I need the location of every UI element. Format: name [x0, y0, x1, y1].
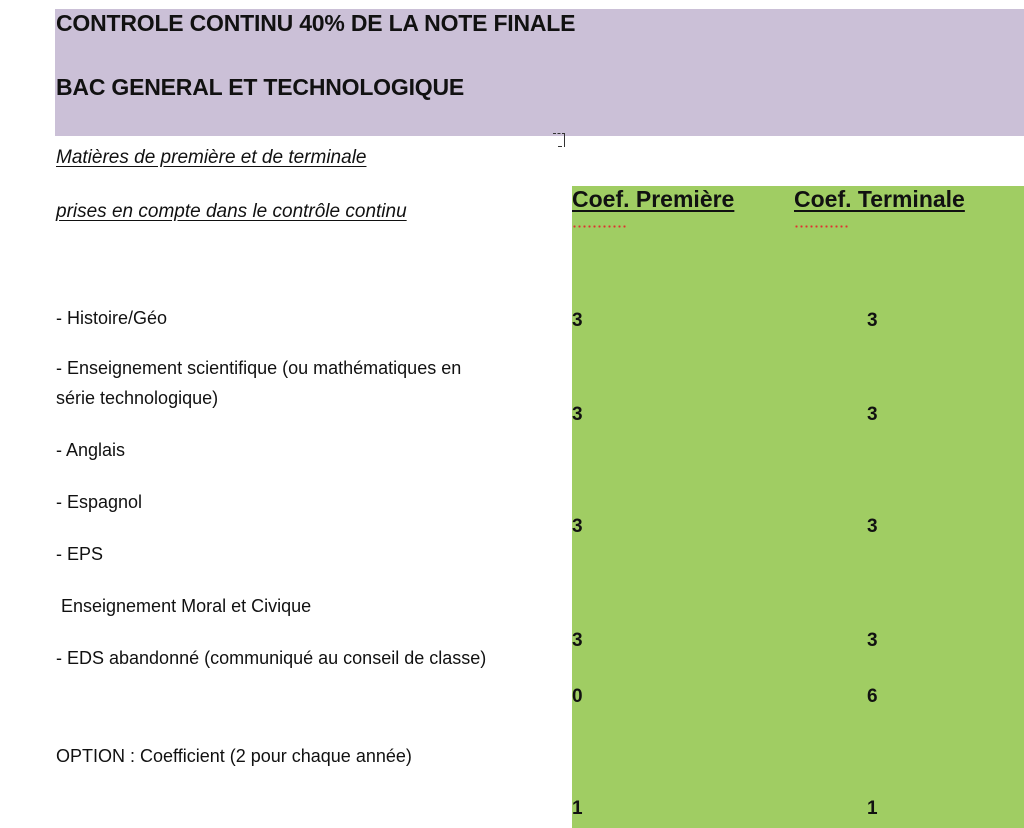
- intro-line-1: Matières de première et de terminale: [56, 147, 367, 168]
- spellcheck-underline[interactable]: [572, 225, 628, 228]
- coef-terminale-value: 1: [867, 798, 878, 819]
- coef-terminale-value: 6: [867, 686, 878, 707]
- coef-premiere-value: 1: [572, 798, 583, 819]
- coef-premiere-value: 3: [572, 310, 583, 331]
- subject-item: Enseignement Moral et Civique: [56, 596, 312, 616]
- subject-item: - Enseignement scientifique (ou mathématiques en: [56, 358, 462, 378]
- spellcheck-underline[interactable]: [794, 225, 850, 228]
- coef-premiere-value: 3: [572, 516, 583, 537]
- coefficient-column-background: [572, 186, 1024, 828]
- coef-terminale-value: 3: [867, 630, 878, 651]
- subject-item: - EDS abandonné (communiqué au conseil de classe): [56, 648, 487, 668]
- coef-terminale-value: 3: [867, 516, 878, 537]
- coef-premiere-value: 0: [572, 686, 583, 707]
- header-coef-terminale: Coef. Terminale: [794, 186, 965, 212]
- subject-item: série technologique): [56, 388, 219, 408]
- document-subtitle: BAC GENERAL ET TECHNOLOGIQUE: [56, 74, 464, 100]
- subject-item: - Histoire/Géo: [56, 308, 168, 328]
- coef-terminale-value: 3: [867, 310, 878, 331]
- subject-item: - Anglais: [56, 440, 126, 460]
- coef-premiere-value: 3: [572, 404, 583, 425]
- subject-item: - Espagnol: [56, 492, 143, 512]
- subject-item: OPTION : Coefficient (2 pour chaque année): [56, 746, 412, 766]
- document-title: CONTROLE CONTINU 40% DE LA NOTE FINALE: [56, 10, 576, 36]
- subject-item: - EPS: [56, 544, 104, 564]
- intro-line-2: prises en compte dans le contrôle continu: [56, 201, 407, 222]
- coef-terminale-value: 3: [867, 404, 878, 425]
- header-coef-premiere: Coef. Première: [572, 186, 735, 212]
- coef-premiere-value: 3: [572, 630, 583, 651]
- table-move-handle-icon[interactable]: [553, 133, 565, 147]
